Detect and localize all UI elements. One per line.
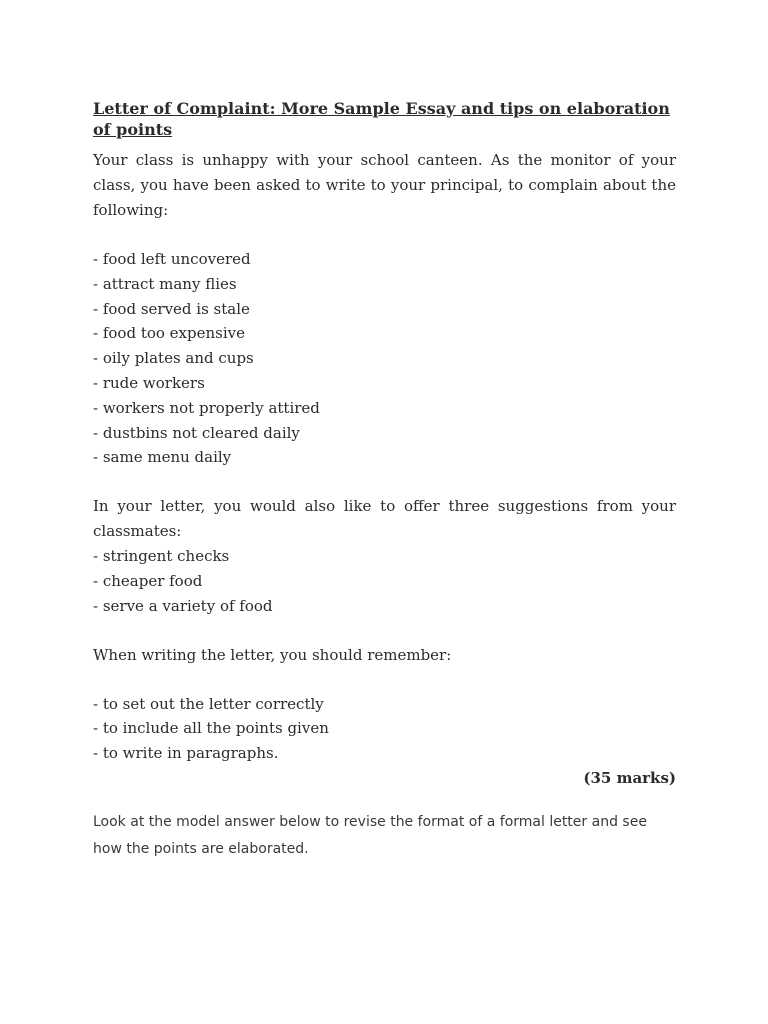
remember-list xyxy=(93,692,676,766)
spacer xyxy=(93,791,676,809)
list-item: - same menu daily xyxy=(93,448,232,467)
spacer xyxy=(93,668,676,692)
list-item: - to include all the points given xyxy=(93,719,329,738)
list-item: - cheaper food xyxy=(93,571,203,590)
spacer xyxy=(93,619,676,643)
list-item: - stringent checks xyxy=(93,547,230,566)
list-item: - dustbins not cleared daily xyxy=(93,423,300,442)
model-answer-note: Look at the model answer below to revise the format of a formal letter and see how the points are elaborated. xyxy=(93,813,647,857)
list-item: - attract many flies xyxy=(93,274,237,293)
spacer xyxy=(93,470,676,494)
list-item: - food too expensive xyxy=(93,324,245,343)
list-item: - workers not properly attired xyxy=(93,398,320,417)
suggestions-list xyxy=(93,544,676,618)
suggestions-intro: In your letter, you would also like to offer three suggestions from your classmates: xyxy=(93,497,676,541)
list-item: - to write in paragraphs. xyxy=(93,744,279,763)
list-item: - oily plates and cups xyxy=(93,349,254,368)
list-item: - to set out the letter correctly xyxy=(93,694,324,713)
list-item: - serve a variety of food xyxy=(93,596,273,615)
complaints-list xyxy=(93,247,676,470)
remember-intro: When writing the letter, you should remember: xyxy=(93,645,452,664)
marks-label: (35 marks) xyxy=(583,768,676,787)
spacer xyxy=(93,223,676,247)
list-item: - food left uncovered xyxy=(93,250,251,268)
document-page xyxy=(93,98,676,863)
intro-paragraph: Your class is unhappy with your school canteen. As the monitor of your class, you have been asked to write to your principal, to complain about the following: xyxy=(93,151,676,219)
document-title: Letter of Complaint: More Sample Essay and tips on elaboration of points xyxy=(93,99,670,139)
list-item: - rude workers xyxy=(93,373,205,392)
list-item: - food served is stale xyxy=(93,299,250,318)
